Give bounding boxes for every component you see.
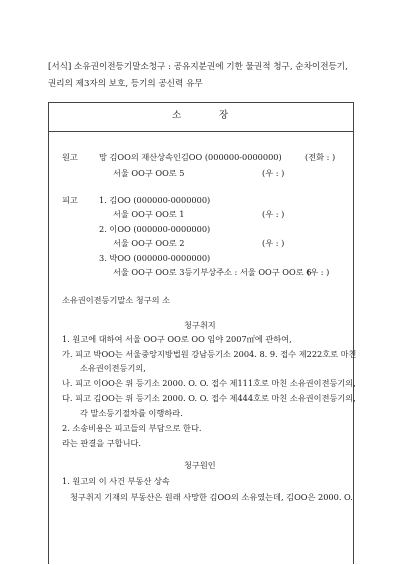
defendant-3-zip: (우 : ) — [307, 267, 330, 277]
doc-title-char-1: 소 — [172, 110, 183, 121]
defendant-1-name: 1. 김OO (000000-0000000) — [99, 195, 211, 205]
defendant-3-name: 3. 박OO (000000-0000000) — [99, 253, 211, 263]
defendant-1-address: 서울 OO구 OO로 1 — [113, 209, 185, 219]
plaintiff-address: 서울 OO구 OO로 5 — [113, 168, 185, 178]
cause-line: 1. 원고의 이 사건 부동산 상속 — [62, 476, 170, 486]
plaintiff-zip: (우 : ) — [262, 168, 285, 178]
case-name: 소유권이전등기말소 청구의 소 — [62, 295, 171, 305]
defendant-2-name: 2. 이OO (000000-0000000) — [99, 224, 211, 234]
plaintiff-phone: (전화 : ) — [305, 152, 336, 162]
defendant-label: 피고 — [62, 195, 78, 205]
claim-line: 각 말소등기절차를 이행하라. — [80, 408, 183, 418]
cause-line: 청구취지 기재의 부동산은 원래 사망한 김OO의 소유였는데, 김OO은 2000. O. — [70, 492, 353, 502]
claim-purpose-heading: 청구취지 — [184, 320, 216, 330]
claim-line: 가. 피고 박OO는 서울중앙지방법원 강남등기소 2004. 8. 9. 접수 제222호로 마친 — [62, 349, 357, 359]
plaintiff-label: 원고 — [62, 152, 78, 162]
header-line-1: [서식] 소유권이전등기말소청구 : 공유지분권에 기한 물권적 청구, 순차이전등기, — [48, 62, 348, 72]
claim-line: 소유권이전등기의, — [80, 363, 146, 373]
claim-line: 나. 피고 이OO은 위 등기소 2000. O. O. 접수 제111호로 마친 소유권이전등기의, — [62, 378, 356, 388]
claim-line: 라는 판결을 구합니다. — [62, 438, 141, 448]
claim-line: 다. 피고 김OO는 위 등기소 2000. O. O. 접수 제444호로 마친 소유권이전등기의, — [62, 393, 356, 403]
claim-cause-heading: 청구원인 — [184, 460, 216, 470]
claim-line: 1. 원고에 대하여 서울 OO구 OO로 OO 임야 2007㎡에 관하여, — [62, 334, 292, 344]
defendant-1-zip: (우 : ) — [262, 209, 285, 219]
header-line-2: 권리의 제3자의 보호, 등기의 공신력 유무 — [48, 79, 203, 89]
title-divider — [48, 131, 354, 132]
defendant-2-address: 서울 OO구 OO로 2 — [113, 238, 185, 248]
defendant-3-address: 서울 OO구 OO로 3등기부상주소 : 서울 OO구 OO로 6 — [113, 267, 312, 277]
defendant-2-zip: (우 : ) — [262, 238, 285, 248]
doc-title-char-2: 장 — [219, 110, 230, 121]
plaintiff-name: 망 김OO의 재산상속인김OO (000000-0000000) — [99, 152, 282, 162]
claim-line: 2. 소송비용은 피고들의 부담으로 한다. — [62, 423, 202, 433]
